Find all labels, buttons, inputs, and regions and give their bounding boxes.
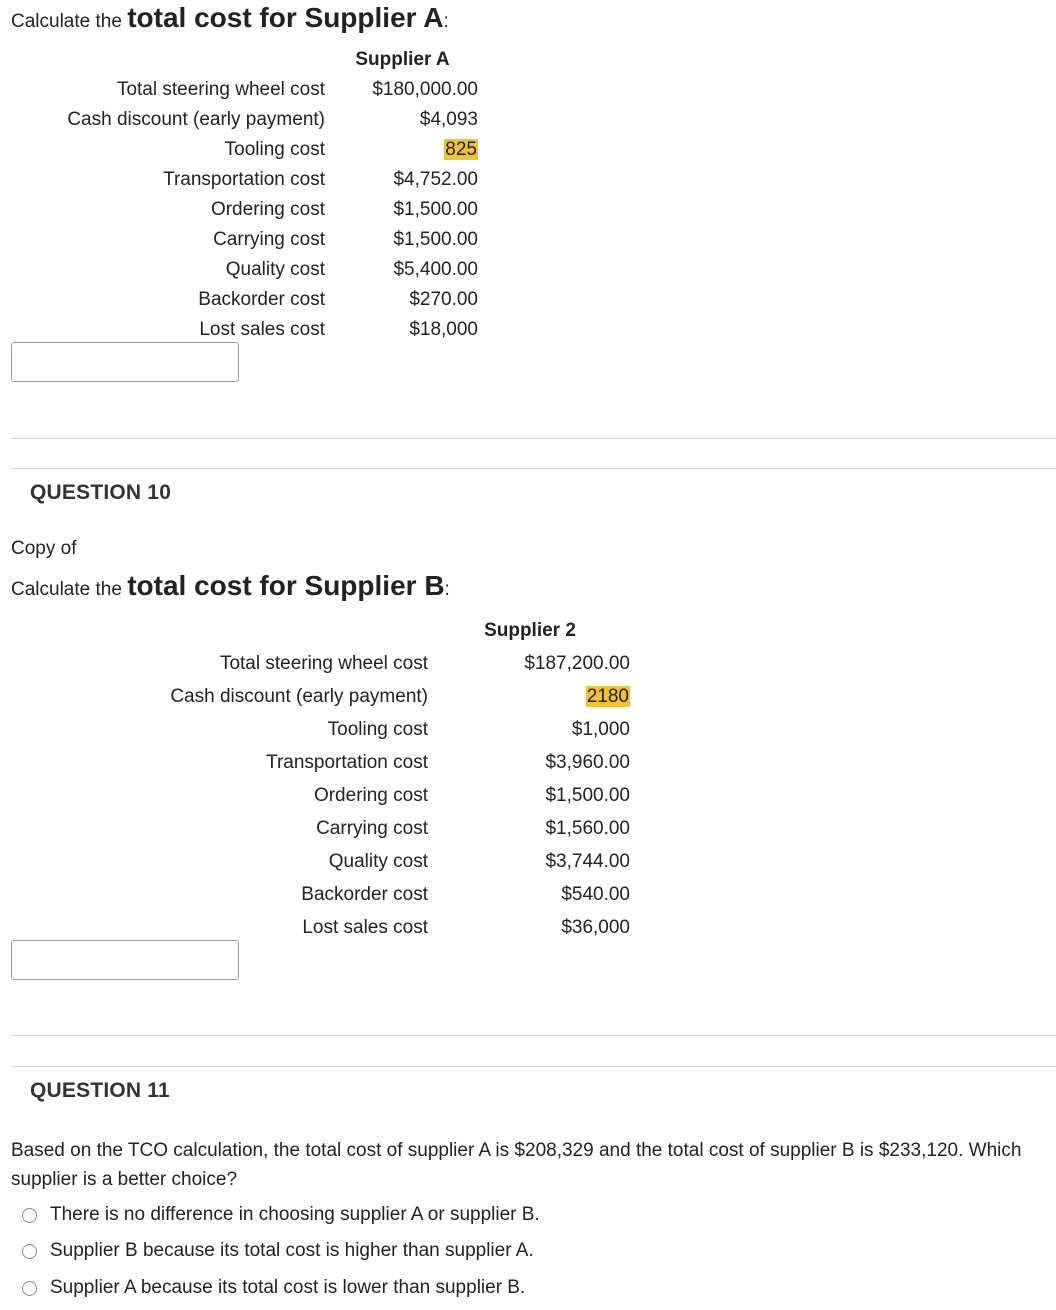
q11-option[interactable] xyxy=(22,1240,534,1262)
q10-row-value: $36,000 xyxy=(561,917,630,938)
q9-row-label: Total steering wheel cost xyxy=(116,79,325,100)
q10-row-label: Cash discount (early payment) xyxy=(170,686,428,707)
q9-row-label: Quality cost xyxy=(225,259,325,280)
q9-row-value: $270.00 xyxy=(409,289,478,310)
q10-row-label: Carrying cost xyxy=(316,818,428,839)
divider xyxy=(11,1035,1056,1036)
radio-button-icon[interactable] xyxy=(22,1208,37,1223)
q11-option[interactable] xyxy=(22,1277,525,1299)
q10-row-label: Backorder cost xyxy=(301,884,428,905)
q10-row-value-highlighted xyxy=(480,686,630,708)
divider xyxy=(11,1066,1056,1067)
q11-option[interactable] xyxy=(22,1204,540,1226)
q10-row-value: $3,744.00 xyxy=(545,851,630,872)
q9-row-value: $180,000.00 xyxy=(372,79,478,100)
q10-row-value: $540.00 xyxy=(561,884,630,905)
q10-column-header: Supplier 2 xyxy=(484,620,576,641)
q10-row-value: $1,000 xyxy=(571,719,630,740)
q9-answer-input[interactable] xyxy=(11,342,239,382)
q11-option-label: There is no difference in choosing supplier A or supplier B. xyxy=(50,1204,540,1225)
q9-row-label: Lost sales cost xyxy=(199,319,325,340)
q9-row-label: Tooling cost xyxy=(224,139,325,160)
q10-row-label: Lost sales cost xyxy=(302,917,428,938)
q10-row-label: Ordering cost xyxy=(313,785,428,806)
q9-row-label: Backorder cost xyxy=(198,289,325,310)
q10-prompt: Calculate the total cost for Supplier B: xyxy=(11,570,450,601)
q10-row-label: Transportation cost xyxy=(266,752,428,773)
q11-option-label: Supplier B because its total cost is higher than supplier A. xyxy=(50,1240,534,1261)
q10-row-label: Total steering wheel cost xyxy=(219,653,428,674)
q10-row-value: $1,500.00 xyxy=(545,785,630,806)
q9-row-value: $18,000 xyxy=(409,319,478,340)
q10-prompt-bold: total cost for Supplier B xyxy=(127,570,445,601)
divider xyxy=(11,468,1056,469)
q10-row-label: Quality cost xyxy=(328,851,428,872)
q10-row-label: Tooling cost xyxy=(327,719,428,740)
q9-row-value: $5,400.00 xyxy=(393,259,478,280)
q9-row-label: Cash discount (early payment) xyxy=(67,109,325,130)
q9-row-value: $1,500.00 xyxy=(393,199,478,220)
question-11-title: QUESTION 11 xyxy=(30,1079,170,1102)
q10-row-value: $3,960.00 xyxy=(545,752,630,773)
highlight-mark: 2180 xyxy=(586,686,629,707)
q10-row-value: $1,560.00 xyxy=(545,818,630,839)
q9-row-value-highlighted xyxy=(340,139,478,161)
q10-row-value: $187,200.00 xyxy=(524,653,630,674)
radio-button-icon[interactable] xyxy=(22,1281,37,1296)
divider xyxy=(11,438,1056,439)
q9-prompt-bold: total cost for Supplier A xyxy=(127,2,444,33)
q9-row-value: $4,752.00 xyxy=(393,169,478,190)
question-10-title: QUESTION 10 xyxy=(30,481,172,504)
q9-column-header: Supplier A xyxy=(355,49,450,70)
q9-row-value: $4,093 xyxy=(419,109,478,130)
radio-button-icon[interactable] xyxy=(22,1244,37,1259)
q9-row-label: Transportation cost xyxy=(163,169,325,190)
q10-copy-of: Copy of xyxy=(11,538,77,559)
q10-answer-input[interactable] xyxy=(11,940,239,980)
q9-row-label: Carrying cost xyxy=(213,229,325,250)
q9-row-label: Ordering cost xyxy=(210,199,325,220)
q9-prompt: Calculate the total cost for Supplier A: xyxy=(11,2,449,33)
q9-row-value: $1,500.00 xyxy=(393,229,478,250)
q11-option-label: Supplier A because its total cost is lower than supplier B. xyxy=(50,1277,526,1298)
highlight-mark: 825 xyxy=(445,139,477,160)
q11-question-text: Based on the TCO calculation, the total cost of supplier A is $208,329 and the total cost of supplier B is $233,120. Which supplier is a better choice? xyxy=(11,1140,1022,1190)
